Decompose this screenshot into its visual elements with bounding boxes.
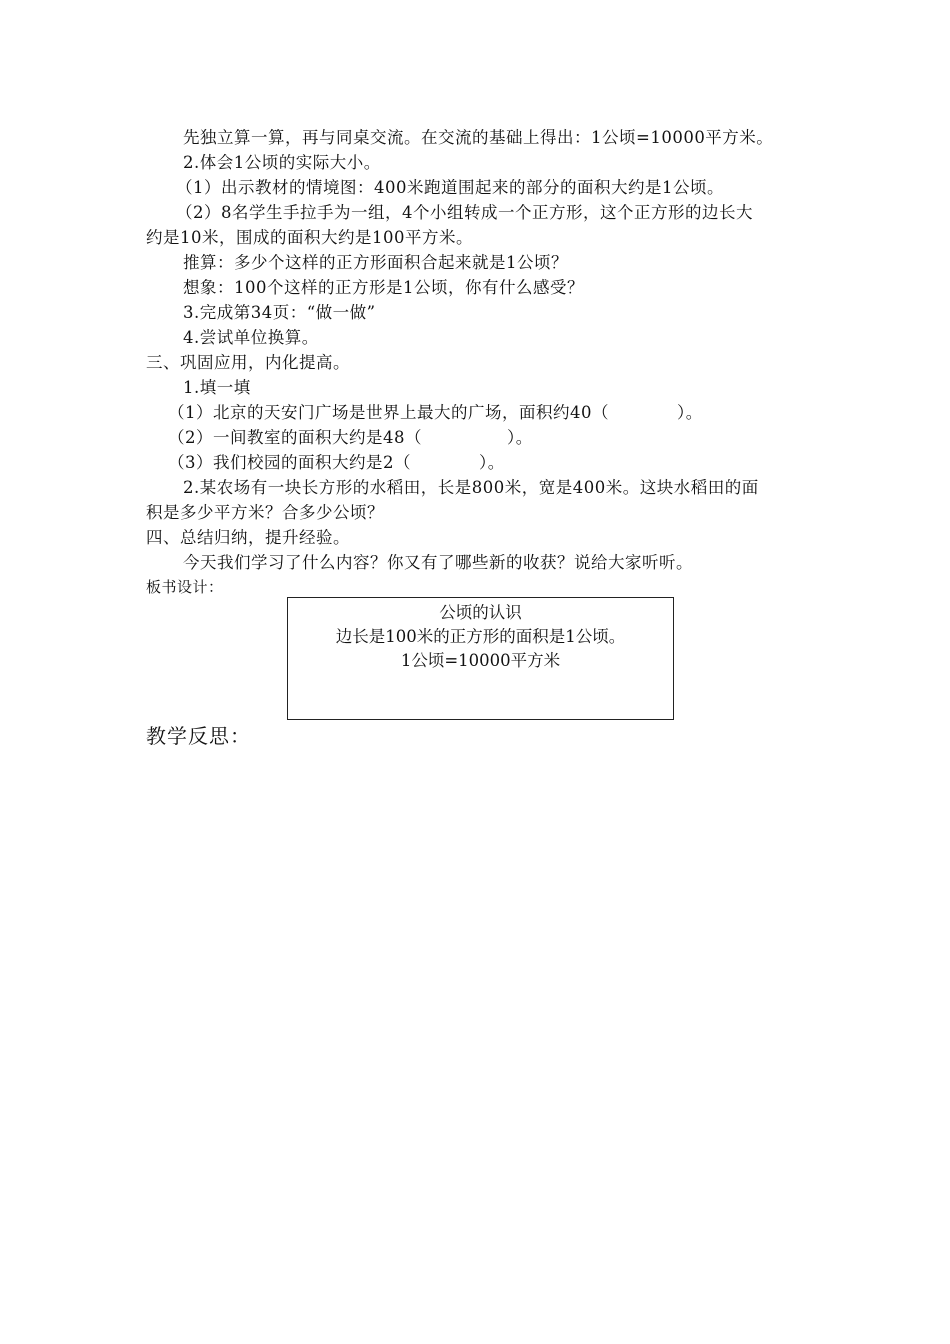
text-line: （1）北京的天安门广场是世界上最大的广场，面积约40（ ）。 <box>168 403 703 422</box>
board-design-label: 板书设计： <box>146 578 224 596</box>
text-line: 约是10米，围成的面积大约是100平方米。 <box>146 228 473 247</box>
blackboard-design-box <box>287 597 674 720</box>
text-line: 先独立算一算，再与同桌交流。在交流的基础上得出：1公顷=10000平方米。 <box>183 128 774 147</box>
text-line: （2）8名学生手拉手为一组，4个小组转成一个正方形，这个正方形的边长大 <box>176 203 753 222</box>
text-line: 3.完成第34页：“做一做” <box>183 303 376 322</box>
text-line: 想象：100个这样的正方形是1公顷，你有什么感受？ <box>183 278 584 297</box>
teaching-reflection-label: 教学反思： <box>146 724 251 748</box>
text-line: 今天我们学习了什么内容？你又有了哪些新的收获？说给大家听听。 <box>183 553 693 572</box>
text-line: （3）我们校园的面积大约是2（ ）。 <box>168 453 505 472</box>
board-line-2: 1公顷=10000平方米 <box>400 651 561 670</box>
text-line: 2.体会1公顷的实际大小。 <box>183 153 381 172</box>
text-line: 1.填一填 <box>183 378 251 397</box>
text-line: 4.尝试单位换算。 <box>183 328 319 347</box>
text-line: 推算：多少个这样的正方形面积合起来就是1公顷？ <box>183 253 568 272</box>
text-line: 2.某农场有一块长方形的水稻田，长是800米，宽是400米。这块水稻田的面 <box>183 478 759 497</box>
text-line: （2）一间教室的面积大约是48（ ）。 <box>168 428 533 447</box>
text-line: （1）出示教材的情境图：400米跑道围起来的部分的面积大约是1公顷。 <box>176 178 724 197</box>
board-title: 公顷的认识 <box>439 603 522 622</box>
section-heading: 三、巩固应用，内化提高。 <box>146 353 350 372</box>
board-line-1: 边长是100米的正方形的面积是1公顷。 <box>335 627 626 646</box>
section-heading: 四、总结归纳，提升经验。 <box>146 528 350 547</box>
text-line: 积是多少平方米？合多少公顷？ <box>146 503 384 522</box>
